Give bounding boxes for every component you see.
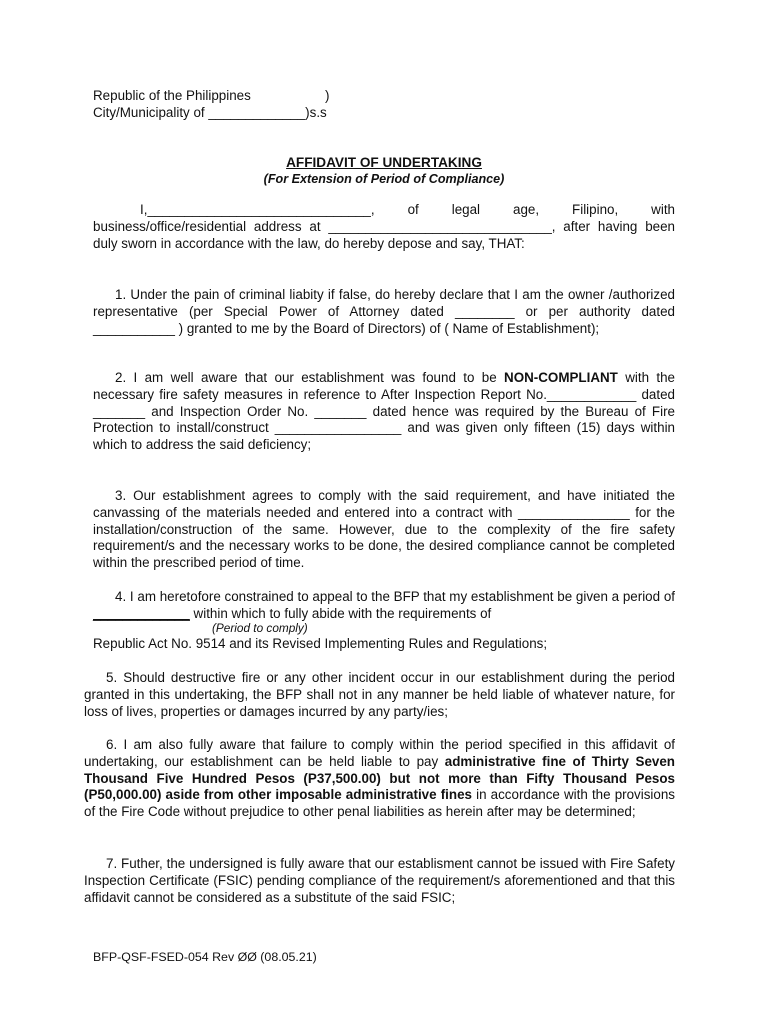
city-tail: _____)s.s xyxy=(267,105,327,120)
paragraph-6-text-b: in accordance with the provisions of the Fire Code without prejudice to other penal liabilities as herein after may be determined; xyxy=(84,787,675,820)
paragraph-4-continued: Republic Act No. 9514 and its Revised Implementing Rules and Regulations; xyxy=(93,636,548,651)
paragraph-6-text-a: 6. I am also fully aware that failure to comply within the period specified in this affidavit of undertaking, our establishment can be held liable to pay xyxy=(84,737,675,769)
city-label: City/Municipality of ______ xyxy=(93,105,254,120)
paragraph-7: 7. Futher, the undersigned is fully aware that our establisment cannot be issued with Fire Safety Inspection Certificate (FSIC) pending compliance of the requirement/s aforementioned and that this affidavit cannot be considered as a substitute of the said FSIC; xyxy=(84,856,675,905)
non-compliant-term: NON-COMPLIANT xyxy=(504,370,618,385)
paragraph-4 xyxy=(93,589,675,623)
paragraph-3: 3. Our establishment agrees to comply with the said requirement, and have initiated the canvassing of the materials needed and entered into a contract with _______________ for the installation/construction of the same. However, due to the complexity of the fire safety requirement/s and the necessary works to be done, the desired compliance cannot be completed within the prescribed period of time. xyxy=(93,488,675,571)
city-line xyxy=(93,105,493,122)
period-blank: _____________ xyxy=(93,605,190,621)
paragraph-4-text-b: within which to fully abide with the requirements of xyxy=(189,605,492,621)
republic-line xyxy=(93,88,493,105)
city-blank: __ xyxy=(253,105,268,120)
period-to-comply-note: (Period to comply) xyxy=(212,621,308,635)
form-code-footer: BFP-QSF-FSED-054 Rev ØØ (08.05.21) xyxy=(93,950,317,964)
intro-paragraph: I,______________________________, of legal age, Filipino, with business/office/residential address at ______________________________, after having been duly sworn in accordance with the law, do hereby depose and say, THAT: xyxy=(93,202,675,251)
republic-paren: ) xyxy=(325,88,330,103)
paragraph-5: 5. Should destructive fire or any other incident occur in our establishment during the period granted in this undertaking, the BFP shall not in any manner be held liable of whatever nature, for loss of lives, properties or damages incurred by any party/ies; xyxy=(84,670,675,719)
paragraph-2-text-a: 2. I am well aware that our establishment was found to be xyxy=(115,370,505,385)
paragraph-6 xyxy=(84,737,675,821)
administrative-fine-term: administrative fine of Thirty Seven Thousand Five Hundred Pesos (P37,500.00) but not more than Fifty Thousand Pesos (P50,000.00) aside from other imposable administrative fines xyxy=(84,753,675,803)
paragraph-1: 1. Under the pain of criminal liabity if false, do hereby declare that I am the owner /authorized representative (per Special Power of Attorney dated ________ or per authority dated ___________ ) granted to me by the Board of Directors) of ( Name of Establishment); xyxy=(93,287,675,336)
paragraph-2 xyxy=(93,370,675,454)
paragraph-4-text-a: 4. I am heretofore constrained to appeal to the BFP that my establishment be given a period of xyxy=(115,589,675,604)
paragraph-2-text-b: with the necessary fire safety measures in reference to After Inspection Report No.____________ dated _______ and Inspection Order No. _______ dated hence was required by the Bureau of Fire Protection to install/construct _________________ and was given only fifteen (15) days within which to address the said deficiency; xyxy=(93,370,675,453)
document-title: AFFIDAVIT OF UNDERTAKING xyxy=(286,155,482,170)
document-header xyxy=(93,88,493,122)
document-title-block xyxy=(0,154,768,187)
document-subtitle: (For Extension of Period of Compliance) xyxy=(263,172,505,186)
republic-label: Republic of the Philippines xyxy=(93,88,251,103)
